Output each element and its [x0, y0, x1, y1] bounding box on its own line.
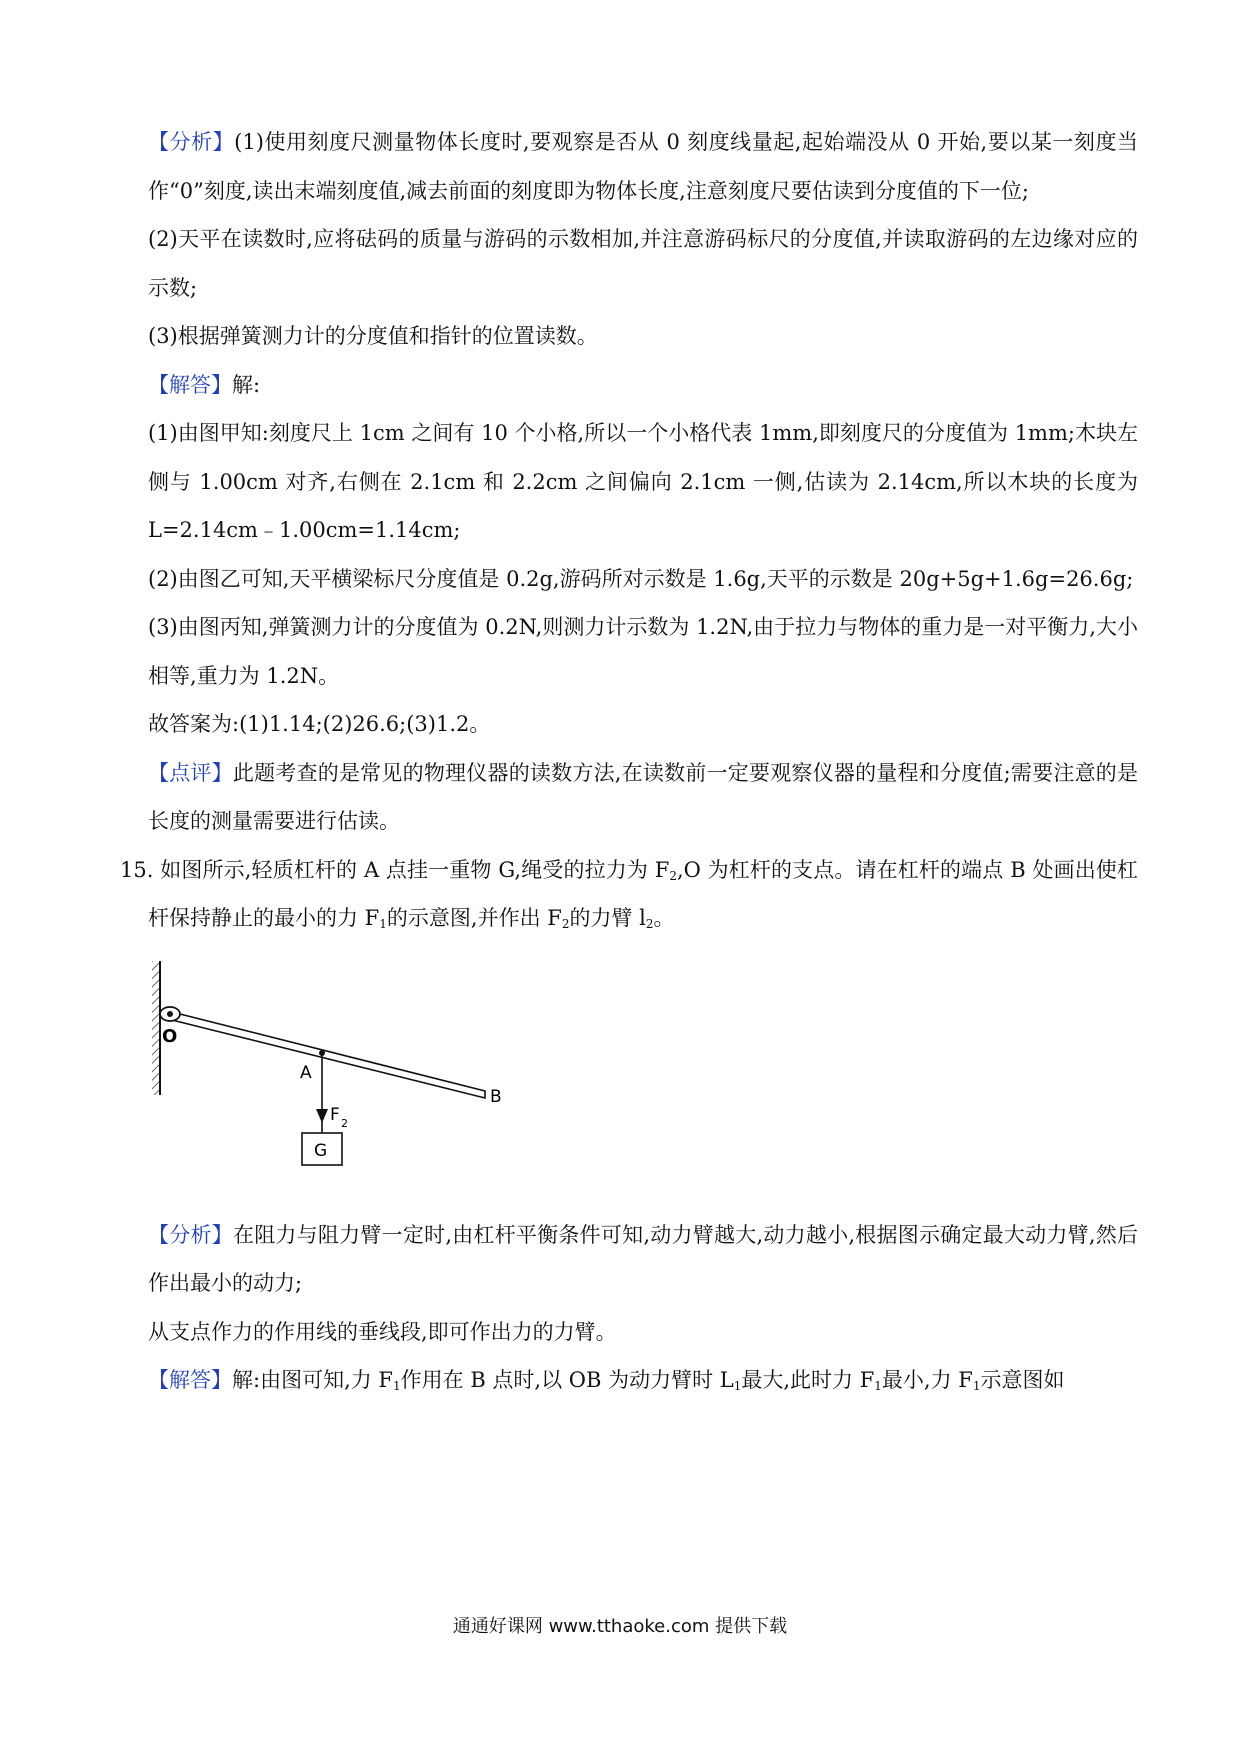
answer-paragraph-2: (2)由图乙可知,天平横梁标尺分度值是 0.2g,游码所对示数是 1.6g,天平的示数是 20g+5g+1.6g=26.6g; — [148, 566, 1134, 591]
answer-intro: 解: — [232, 372, 261, 397]
question-text-a: 如图所示,轻质杠杆的 A 点挂一重物 G,绳受的拉力为 F — [160, 857, 670, 882]
analysis-tag: 【分析】 — [148, 130, 235, 154]
question-text-e: 。 — [653, 906, 675, 930]
q15-sub-1c: 1 — [874, 1379, 882, 1393]
answer-header — [148, 361, 1138, 410]
label-g: G — [314, 1140, 328, 1161]
question-text-c: 的示意图,并作出 F — [386, 906, 562, 930]
q15-answer-b: 作用在 B 点时,以 OB 为动力臂时 L — [400, 1368, 734, 1392]
q15-analysis-paragraph-2: 从支点作力的作用线的垂线段,即可作出力的力臂。 — [148, 1319, 617, 1344]
question-15 — [120, 846, 1138, 943]
content — [120, 118, 1139, 1405]
q15-analysis-text: 在阻力与阻力臂一定时,由杠杆平衡条件可知,动力臂越大,动力越小,根据图示确定最大动力臂,然后作出最小的动力; — [148, 1222, 1139, 1295]
q15-sub-1d: 1 — [972, 1379, 981, 1393]
label-o: O — [162, 1025, 178, 1047]
lever-bar — [168, 1011, 485, 1098]
lever-diagram — [152, 961, 552, 1201]
sub-2a: 2 — [669, 868, 677, 883]
sub-2b: 2 — [561, 917, 570, 931]
q15-answer-paragraph — [148, 1356, 1138, 1405]
q15-answer-c: 最大,此时力 F — [741, 1368, 875, 1392]
review-tag: 【点评】 — [148, 760, 233, 785]
label-f: F — [330, 1104, 340, 1125]
question-text-b: ,O 为杠杆的支点。请在杠杆的端点 B 处画出使杠杆保持静止的最小的力 F — [148, 857, 1138, 930]
analysis-paragraph-2: (2)天平在读数时,应将砝码的质量与游码的示数相加,并注意游码标尺的分度值,并读取游码的左边缘对应的示数; — [148, 227, 1138, 300]
pivot-point — [167, 1011, 173, 1017]
q15-sub-1a: 1 — [393, 1379, 401, 1393]
review-text: 此题考查的是常见的物理仪器的读数方法,在读数前一定要观察仪器的量程和分度值;需要注意的是长度的测量需要进行估读。 — [148, 760, 1138, 833]
lever-figure — [152, 961, 552, 1201]
analysis-text: (1)使用刻度尺测量物体长度时,要观察是否从 0 刻度线量起,起始端没从 0 开始,要以某一刻度当作“0”刻度,读出末端刻度值,减去前面的刻度即为物体长度,注意刻度尺要估读到分度值的下一位; — [148, 130, 1138, 203]
review-paragraph — [148, 749, 1138, 846]
q15-answer-tag: 【解答】 — [148, 1368, 232, 1392]
q15-answer-e: 示意图如 — [980, 1368, 1065, 1392]
q15-analysis-paragraph-1 — [148, 1211, 1138, 1308]
wall-hatching — [152, 961, 160, 1095]
q15-sub-1b: 1 — [733, 1379, 742, 1393]
sub-1a: 1 — [379, 917, 387, 931]
page-footer: 通通好课网 www.tthaoke.com 提供下载 — [452, 1616, 788, 1637]
question-number: 15. — [120, 857, 154, 882]
answer-paragraph-1: (1)由图甲知:刻度尺上 1cm 之间有 10 个小格,所以一个小格代表 1mm,即刻度尺的分度值为 1mm;木块左侧与 1.00cm 对齐,右侧在 2.1cm 和 2.2cm 之间偏向 2.1cm 一侧,估读为 2.14cm,所以木块的长度为 L=2.14cm﹣1.00cm=1.14cm; — [148, 421, 1138, 542]
force-arrow — [316, 1109, 328, 1123]
analysis-paragraph-3: (3)根据弹簧测力计的分度值和指针的位置读数。 — [148, 324, 598, 348]
label-b: B — [490, 1086, 502, 1107]
answer-paragraph-3: (3)由图丙知,弹簧测力计的分度值为 0.2N,则测力计示数为 1.2N,由于拉力与物体的重力是一对平衡力,大小相等,重力为 1.2N。 — [148, 615, 1138, 688]
q15-answer-a: 解:由图可知,力 F — [232, 1368, 393, 1392]
question-text-d: 的力臂 l — [569, 906, 646, 930]
q15-answer-d: 最小,力 F — [881, 1368, 973, 1392]
analysis-paragraph-1 — [148, 118, 1138, 215]
label-f-sub: 2 — [341, 1116, 348, 1130]
label-a: A — [300, 1062, 312, 1083]
q15-analysis-tag: 【分析】 — [148, 1222, 233, 1247]
answer-tag: 【解答】 — [148, 372, 232, 397]
sub-2c: 2 — [645, 917, 654, 931]
final-answer: 故答案为:(1)1.14;(2)26.6;(3)1.2。 — [148, 712, 491, 736]
